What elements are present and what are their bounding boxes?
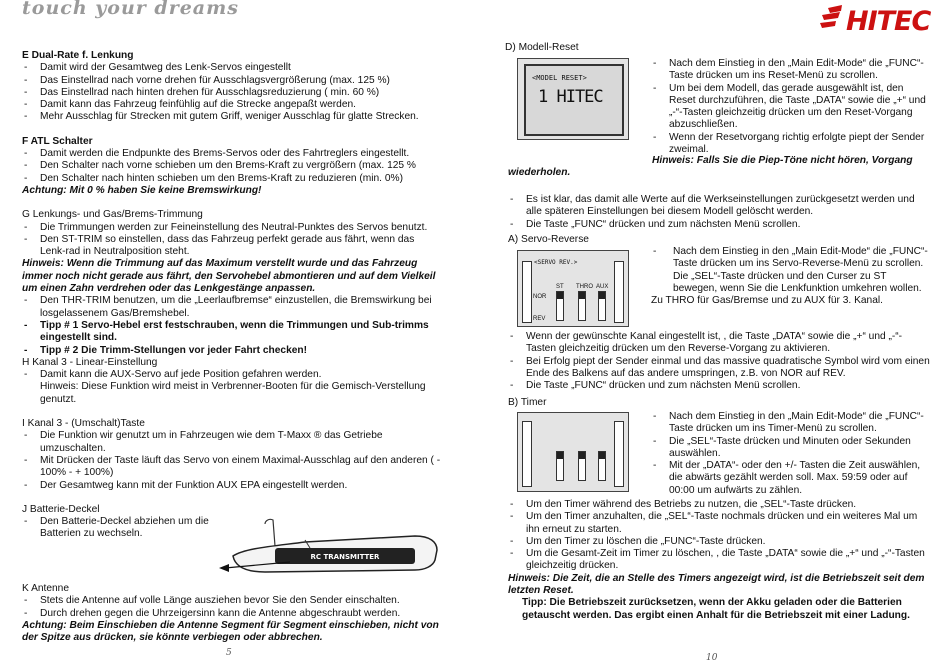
list-item: - Um den Timer während des Betriebs zu nutzen, die „SEL“-Taste drücken.	[508, 499, 930, 511]
section-j-title: J Batterie-Deckel	[22, 503, 100, 515]
section-h-title: H Kanal 3 - Linear-Einstellung	[22, 356, 158, 368]
section-d-hint	[508, 155, 930, 180]
list-item: - Das Einstellrad nach hinten drehen für Ausschlagsreduzierung ( min. 60 %)	[22, 87, 442, 99]
list-item: - Mit Drücken der Taste läuft das Servo von einem Maximal-Ausschlag auf den anderen ( - 100% - + 100%)	[22, 455, 442, 480]
list-item: - Damit kann die AUX-Servo auf jede Position gefahren werden.	[22, 369, 442, 381]
transmitter-illustration	[205, 518, 445, 580]
list-item: - Durch drehen gegen die Uhrzeigersinn kann die Antenne abgeschraubt werden.	[22, 608, 442, 620]
timer-screen	[517, 412, 629, 492]
section-d-title: D) Modell-Reset	[505, 42, 579, 53]
list-item: - Wenn der gewünschte Kanal eingestellt ist, , die Taste „DATA“ sowie die „+“ und „-“-Tasten gleichzeitig drücken um den Reverse-Vorgang zu aktivieren.	[508, 331, 930, 356]
list-item: Die „SEL“-Taste drücken und den Curser zu ST bewegen, wenn Sie die Lenkfunktion umkehren wollen.	[673, 270, 922, 294]
servo-reverse-screen	[517, 250, 629, 327]
list-item: - Damit kann das Fahrzeug feinfühlig auf die Strecke angepaßt werden.	[22, 99, 442, 111]
list-item: - Um den Timer zu löschen die „FUNC“-Taste drücken.	[508, 536, 930, 548]
note-text: Hinweis: Diese Funktion wird meist in Verbrenner-Booten für die Gemisch-Verstellung genutzt.	[40, 381, 426, 405]
section-d-steps	[651, 58, 931, 156]
tip-text: - Tipp # 1 Servo-Hebel erst festschrauben, wenn die Trimmungen und Sub-trimms eingestellt sind.	[22, 320, 442, 345]
list-item: - Den Schalter nach vorne schieben um den Brems-Kraft zu vergrößern (max. 125 %	[22, 160, 442, 172]
section-b-steps	[651, 411, 931, 497]
rev-label: REV	[533, 316, 546, 322]
list-item: - Die Trimmungen werden zur Feineinstellung des Neutral-Punktes des Servos benutzt.	[22, 222, 442, 234]
section-a-steps	[651, 246, 931, 307]
page-number-left: 5	[226, 648, 232, 658]
list-item: - Damit werden die Endpunkte des Brems-Servos oder des Fahrtreglers eingestellt.	[22, 148, 442, 160]
ch-aux-label: AUX	[596, 284, 609, 290]
section-b-more	[508, 499, 930, 622]
list-item: - Wenn der Resetvorgang richtig erfolgte piept der Sender zweimal.	[651, 132, 931, 157]
list-item: - Den Batterie-Deckel abziehen um die Batterien zu wechseln.	[22, 516, 220, 541]
section-a-more	[508, 331, 930, 410]
section-k-title: K Antenne	[22, 583, 70, 594]
left-column	[22, 50, 442, 541]
section-d-title-wrap	[505, 42, 930, 54]
list-item: - Die „SEL“-Taste drücken und Minuten oder Sekunden auswählen.	[651, 436, 931, 461]
list-item: Zu THRO für Gas/Bremse und zu AUX für 3. Kanal.	[651, 295, 883, 307]
hint-text: Hinweis: Wenn die Trimmung auf das Maximum verstellt wurde und das Fahrzeug immer noch nicht gerade aus fährt, den Servohebel abmontieren und auf dem Vielkeil um einen Zahn verdrehen oder das Lenkgestänge anpassen.	[22, 258, 436, 295]
ch-st-label: ST	[556, 284, 564, 290]
tip-text: - Tipp # 2 Die Trimm-Stellungen vor jeder Fahrt checken!	[22, 345, 442, 357]
warning-text: Achtung: Beim Einschieben die Antenne Segment für Segment einschieben, nicht von der Spitze aus drücken, sie könnte verbiegen oder abbrechen.	[22, 619, 439, 644]
section-k	[22, 583, 442, 644]
list-item: - Bei Erfolg piept der Sender einmal und das massive quadratische Symbol wird vom einen Ende des Balkens auf das andere umspringen, z.B. von NOR auf REV.	[508, 356, 930, 381]
section-b-title: B) Timer	[508, 397, 547, 409]
section-e-title: E Dual-Rate f. Lenkung	[22, 50, 134, 61]
list-item: - Die Taste „FUNC“ drücken und zum nächsten Menü scrollen.	[508, 219, 930, 231]
nor-label: NOR	[533, 294, 547, 300]
section-f-title: F ATL Schalter	[22, 135, 93, 147]
section-i-title: I Kanal 3 - (Umschalt)Taste	[22, 418, 145, 430]
list-item: - Es ist klar, das damit alle Werte auf die Werkseinstellungen zurückgesetzt werden und alle späteren Einstellungen bei diesem Modell gelöscht werden.	[508, 194, 930, 219]
list-item: - Um bei dem Modell, das gerade ausgewählt ist, den Reset durchzuführen, die Taste „DATA“ sowie die „+“ und „-“-Tasten gleichzeitig drücken um den Reset-Vorgang abzuschließen.	[651, 83, 931, 132]
tip-text: Tipp: Die Betriebszeit zurücksetzen, wenn der Akku geladen oder die Batterien getauscht werden. Das ergibt einen Anhalt für die Betriebszeit mit einer Ladung.	[522, 597, 910, 621]
list-item: - Das Einstellrad nach vorne drehen für Ausschlagsvergrößerung (max. 125 %)	[22, 75, 442, 87]
svg-text:HITEC: HITEC	[846, 6, 931, 35]
list-item: - Den Schalter nach hinten schieben um den Brems-Kraft zu reduzieren (min. 0%)	[22, 173, 442, 185]
model-reset-screen	[517, 58, 629, 140]
screen-value: 1 HITEC	[538, 87, 603, 107]
list-item: - Um den Timer anzuhalten, die „SEL“-Taste nochmals drücken und ein weiteres Mal um ihn erneut zu starten.	[508, 511, 930, 536]
list-item: - Nach dem Einstieg in den „Main Edit-Mode“ die „FUNC“-Taste drücken um ins Reset-Menü zu scrollen.	[651, 58, 931, 83]
hint-text: Hinweis: Falls Sie die Piep-Töne nicht hören, Vorgang wiederholen.	[508, 155, 913, 179]
list-item: - Die Taste „FUNC“ drücken und zum nächsten Menü scrollen.	[508, 380, 930, 392]
list-item: - Der Gesamtweg kann mit der Funktion AUX EPA eingestellt werden.	[22, 480, 442, 492]
list-item: - Nach dem Einstieg in den „Main Edit-Mode“ die „FUNC“-Taste drücken um ins Timer-Menü zu scrollen.	[651, 411, 931, 436]
screen-label: <MODEL RESET>	[532, 74, 587, 82]
list-item: - Nach dem Einstieg in den „Main Edit-Mode“ die „FUNC“-Taste drücken um ins Servo-Reverse-Menü zu scrollen.	[651, 246, 931, 271]
ch-thro-label: THRO	[576, 284, 593, 290]
section-a-title: A) Servo-Reverse	[508, 233, 589, 245]
page-number-right: 10	[706, 653, 718, 663]
tagline: touch your dreams	[22, 0, 239, 19]
list-item: - Den THR-TRIM benutzen, um die „Leerlaufbremse“ einzustellen, die Bremswirkung bei losgelassenem Gas/Bremshebel.	[22, 295, 442, 320]
section-g-title: G Lenkungs- und Gas/Brems-Trimmung	[22, 209, 203, 221]
hitec-logo	[818, 3, 936, 35]
hint-text: Hinweis: Die Zeit, die an Stelle des Timers angezeigt wird, ist die Betriebszeit seit dem letzten Reset.	[508, 572, 925, 597]
list-item: - Die Funktion wir genutzt um in Fahrzeugen wie dem T-Maxx ® das Getriebe umzuschalten.	[22, 430, 442, 455]
svg-text:RC TRANSMITTER: RC TRANSMITTER	[310, 553, 380, 561]
warning-text: Achtung: Mit 0 % haben Sie keine Bremswirkung!	[22, 184, 262, 196]
list-item: - Mit der „DATA“- oder den +/- Tasten die Zeit auswählen, die abwärts gezählt werden soll. Max. 59:59 oder auf 00:00 um aufwärts zu zählen.	[651, 460, 931, 497]
list-item: - Stets die Antenne auf volle Länge ausziehen bevor Sie den Sender einschalten.	[22, 595, 442, 607]
list-item: - Um die Gesamt-Zeit im Timer zu löschen, , die Taste „DATA“ sowie die „+“ und „-“-Tasten gleichzeitig drücken.	[508, 548, 930, 573]
list-item: - Den ST-TRIM so einstellen, dass das Fahrzeug perfekt gerade aus fährt, wenn das Lenk-rad in Neutralposition steht.	[22, 234, 442, 259]
list-item: - Damit wird der Gesamtweg des Lenk-Servos eingestellt	[22, 62, 442, 74]
section-d-more	[508, 194, 930, 246]
list-item: - Mehr Ausschlag für Strecken mit gutem Griff, weniger Ausschlag für glatte Strecken.	[22, 111, 442, 123]
screen-label: <SERVO REV.>	[534, 259, 578, 266]
